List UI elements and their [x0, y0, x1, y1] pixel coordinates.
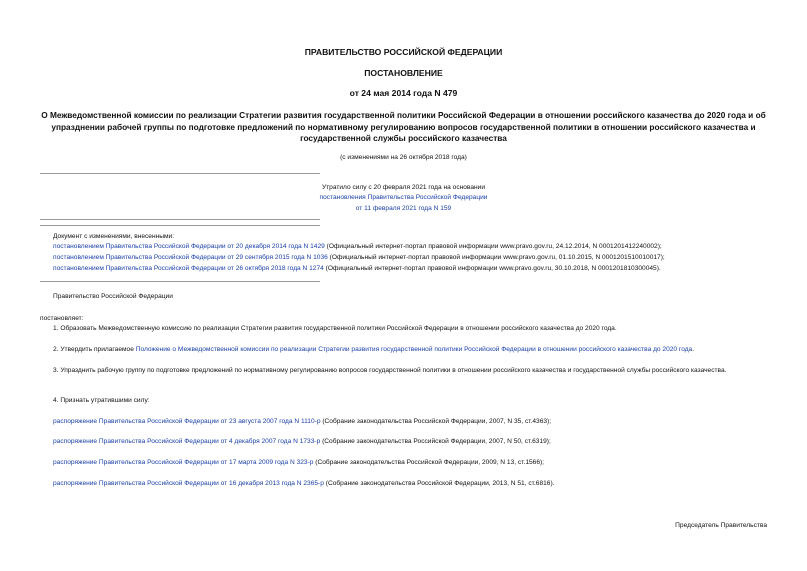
- repealed-link[interactable]: распоряжение Правительства Российской Федерации от 23 августа 2007 года N 1110-р: [53, 418, 321, 425]
- paragraph-1: 1. Образовать Межведомственную комиссию по реализации Стратегии развития государственной политики Российской Федерации в отношении российского казачества до 2020 года.: [53, 325, 617, 332]
- change-source: (Официальный интернет-портал правовой информации www.pravo.gov.ru, 30.10.2018, N 0001201810300045).: [323, 265, 661, 272]
- change-source: (Официальный интернет-портал правовой информации www.pravo.gov.ru, 01.10.2015, N 0001201510010017);: [327, 254, 665, 261]
- expired-link-2[interactable]: от 11 февраля 2021 года N 159: [355, 205, 452, 212]
- expired-link-1[interactable]: постановления Правительства Российской Федерации: [319, 194, 488, 201]
- repealed-item: [53, 459, 544, 466]
- repealed-item: [53, 418, 551, 425]
- change-item: [53, 265, 661, 272]
- repealed-source: (Собрание законодательства Российской Федерации, 2007, N 35, ст.4363);: [320, 418, 552, 425]
- changes-intro: Документ с изменениями, внесенными:: [53, 233, 175, 240]
- divider: [40, 219, 320, 220]
- regulation-link[interactable]: Положение о Межведомственной комиссии по реализации Стратегии развития государственной политики Российской Федерации в отношении российского казачества до 2020 года: [135, 346, 693, 353]
- change-source: (Официальный интернет-портал правовой информации www.pravo.gov.ru, 24.12.2014, N 0001201412240002);: [324, 243, 662, 250]
- decides-line: постановляет:: [40, 315, 84, 322]
- amended-note: (с изменениями на 26 октября 2018 года): [340, 154, 467, 161]
- repealed-link[interactable]: распоряжение Правительства Российской Федерации от 4 декабря 2007 года N 1733-р: [53, 438, 321, 445]
- change-link[interactable]: постановлением Правительства Российской Федерации от 20 декабря 2014 года N 1429: [53, 243, 325, 250]
- document-date: от 24 мая 2014 года N 479: [349, 88, 458, 98]
- repealed-source: (Собрание законодательства Российской Федерации, 2009, N 13, ст.1566);: [313, 459, 545, 466]
- government-header: ПРАВИТЕЛЬСТВО РОССИЙСКОЙ ФЕДЕРАЦИИ: [304, 47, 503, 57]
- paragraph-3: 3. Упразднить рабочую группу по подготовке предложений по нормативному регулированию вопросов государственной политики в отношении российского казачества и государственной службы российского казачества.: [53, 367, 727, 374]
- divider: [40, 173, 320, 174]
- divider: [40, 225, 320, 226]
- divider: [40, 281, 320, 282]
- change-item: [53, 243, 662, 250]
- repealed-item: [53, 480, 555, 487]
- document-title: О Межведомственной комиссии по реализации Стратегии развития государственной политики Российской Федерации в отношении российского казачества до 2020 года и об упразднении рабочей группы по подготовке предложений по нормативному регулированию вопросов государственной политики в отношении российского казачества и государственной службы российского казачества: [41, 110, 766, 143]
- repealed-link[interactable]: распоряжение Правительства Российской Федерации от 16 декабря 2013 года N 2365-р: [53, 480, 324, 487]
- document-type: ПОСТАНОВЛЕНИЕ: [364, 68, 443, 78]
- repealed-source: (Собрание законодательства Российской Федерации, 2007, N 50, ст.6319);: [320, 438, 551, 445]
- change-link[interactable]: постановлением Правительства Российской Федерации от 26 октября 2018 года N 1274: [53, 265, 324, 272]
- paragraph-4: 4. Признать утратившими силу:: [53, 397, 150, 404]
- signature-title: Председатель Правительства: [675, 522, 767, 529]
- repealed-link[interactable]: распоряжение Правительства Российской Федерации от 17 марта 2009 года N 323-р: [53, 459, 314, 466]
- change-item: [53, 254, 665, 261]
- repealed-source: (Собрание законодательства Российской Федерации, 2013, N 51, ст.6816).: [323, 480, 555, 487]
- government-line: Правительство Российской Федерации: [53, 293, 173, 300]
- paragraph-2: [53, 346, 694, 353]
- repealed-item: [53, 438, 551, 445]
- paragraph-2-lead: 2. Утвердить прилагаемое: [53, 346, 136, 353]
- expired-note: Утратило силу с 20 февраля 2021 года на основании: [321, 184, 486, 191]
- change-link[interactable]: постановлением Правительства Российской Федерации от 29 сентября 2015 года N 1036: [53, 254, 328, 261]
- paragraph-2-end: .: [692, 346, 695, 353]
